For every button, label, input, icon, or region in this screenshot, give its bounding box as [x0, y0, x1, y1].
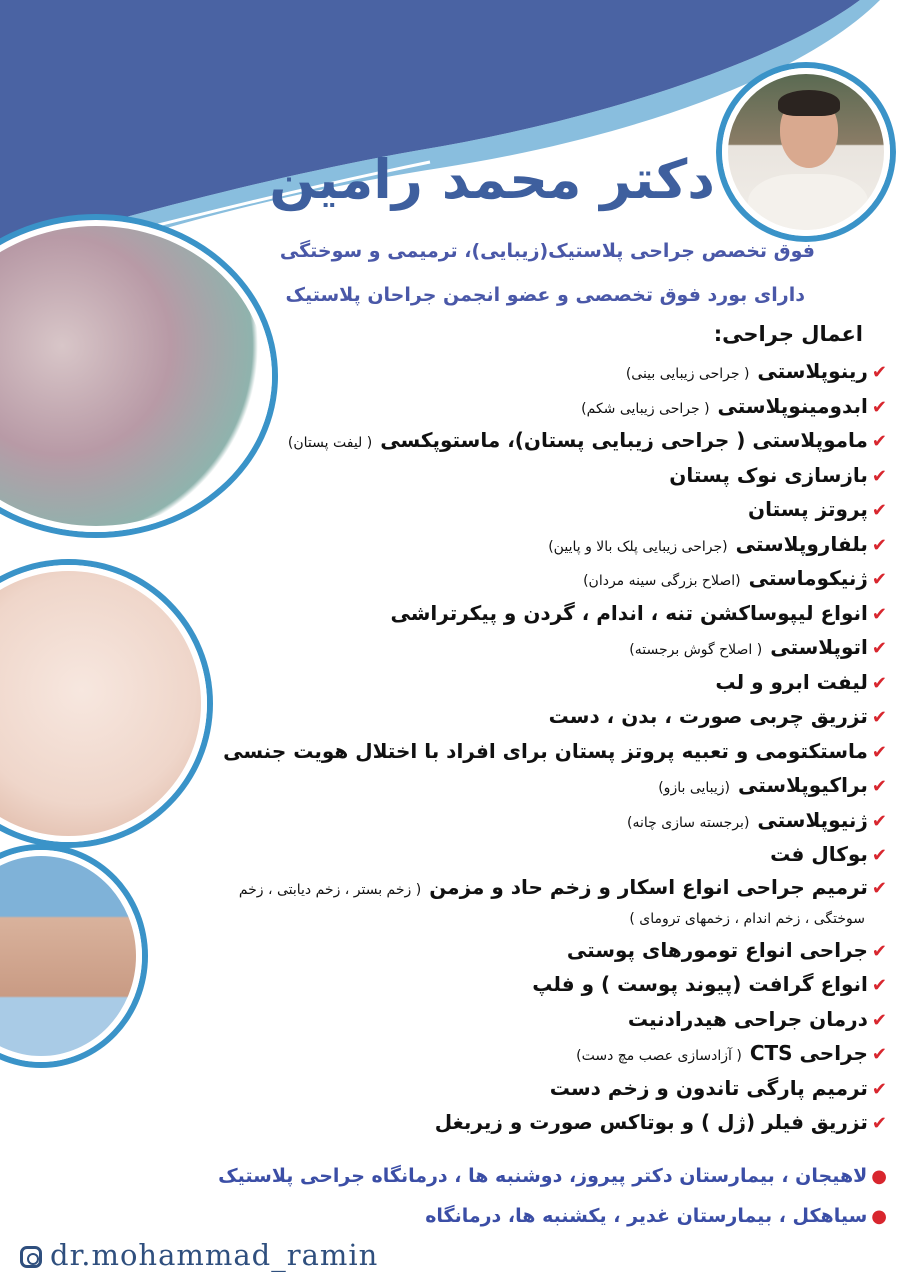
check-icon: ✔	[871, 707, 887, 728]
check-icon: ✔	[871, 940, 887, 962]
list-item: ✔بلفاروپلاستی(جراحی زیبایی پلک بالا و پایین)	[548, 531, 887, 556]
check-icon: ✔	[871, 431, 887, 452]
check-icon: ✔	[871, 741, 887, 763]
check-icon: ✔	[871, 776, 887, 797]
check-icon: ✔	[871, 569, 887, 590]
location-pin-icon: ●	[871, 1206, 887, 1227]
location-lahijan: ●لاهیجان ، بیمارستان دکتر پیروز، دوشنبه ها ، درمانگاه جراحی پلاستیک	[218, 1165, 887, 1187]
check-icon: ✔	[871, 1113, 887, 1134]
location-pin-icon: ●	[871, 1166, 887, 1187]
list-item: ✔ژنیوپلاستی(برجسته سازی چانه)	[627, 807, 887, 832]
check-icon: ✔	[871, 1044, 887, 1065]
check-icon: ✔	[871, 638, 887, 659]
list-item: ✔جراحی انواع تومورهای پوستی	[566, 937, 887, 962]
list-item: ✔جراحی CTS( آزادسازی عصب مچ دست)	[576, 1041, 887, 1065]
check-icon: ✔	[871, 810, 887, 832]
check-icon: ✔	[871, 672, 887, 694]
photo-shirt	[748, 174, 868, 236]
procedures-title: اعمال جراحی:	[713, 322, 863, 346]
check-icon: ✔	[871, 396, 887, 418]
face-profile-image	[0, 565, 207, 842]
list-item: ✔انواع لیپوساکشن تنه ، اندام ، گردن و پیکرتراشی	[390, 600, 887, 625]
check-icon: ✔	[871, 845, 887, 866]
subtitle-board: دارای بورد فوق تخصصی و عضو انجمن جراحان پلاستیک	[285, 284, 805, 306]
list-item: ✔پروتز پستان	[748, 497, 887, 521]
list-item: ✔ابدومینوپلاستی( جراحی زیبایی شکم)	[581, 393, 887, 418]
check-icon: ✔	[871, 1009, 887, 1031]
check-icon: ✔	[871, 603, 887, 625]
list-item: ✔ماستکتومی و تعبیه پروتز پستان برای افراد با اختلال هویت جنسی	[223, 738, 887, 763]
surgery-patient-image	[0, 850, 142, 1062]
list-item: ✔تزریق فیلر (ژل ) و بوتاکس صورت و زیربغل	[434, 1110, 887, 1134]
location-siahkal: ●سیاهکل ، بیمارستان غدیر ، یکشنبه ها، درمانگاه	[425, 1205, 887, 1227]
check-icon: ✔	[871, 975, 887, 996]
list-item: ✔براکیوپلاستی(زیبایی بازو)	[658, 773, 887, 797]
doctor-photo	[722, 68, 890, 236]
list-item: ✔درمان جراحی هیدرادنیت	[627, 1006, 887, 1031]
instagram-handle[interactable]: dr.mohammad_ramin	[20, 1238, 378, 1272]
check-icon: ✔	[871, 362, 887, 383]
check-icon: ✔	[871, 534, 887, 556]
check-icon: ✔	[871, 465, 887, 487]
list-item: ✔تزریق چربی صورت ، بدن ، دست	[548, 704, 887, 728]
list-item: ✔بازسازی نوک پستان	[669, 462, 887, 487]
list-item: ✔اتوپلاستی( اصلاح گوش برجسته)	[629, 635, 887, 659]
list-item-wound: ✔ترمیم جراحی انواع اسکار و زخم حاد و مزمن( زخم بستر ، زخم دیابتی ، زخم سوختگی ، زخم اندام ، زخمهای ترومای )	[238, 874, 887, 927]
instagram-icon	[20, 1246, 42, 1268]
check-icon: ✔	[871, 500, 887, 521]
list-item: ✔لیفت ابرو و لب	[715, 669, 887, 694]
procedures-list	[187, 354, 887, 1140]
list-item: ✔ترمیم پارگی تاندون و زخم دست	[549, 1075, 887, 1100]
list-item: ✔رینوپلاستی( جراحی زیبایی بینی)	[625, 359, 887, 383]
check-icon: ✔	[871, 1078, 887, 1100]
list-item: ✔بوکال فت	[770, 842, 887, 866]
check-icon: ✔	[871, 877, 887, 899]
list-item: ✔ماموپلاستی ( جراحی زیبایی پستان)، ماستوپکسی( لیفت پستان)	[287, 428, 887, 452]
list-item: ✔انواع گرافت (پیوند پوست ) و فلپ	[532, 972, 887, 996]
list-item: ✔ژنیکوماستی(اصلاح بزرگی سینه مردان)	[583, 566, 887, 590]
photo-hair	[778, 90, 840, 116]
subtitle-specialty: فوق تخصص جراحی پلاستیک(زیبایی)، ترمیمی و سوختگی	[279, 240, 815, 262]
doctor-name: دکتر محمد رامین	[269, 148, 715, 211]
